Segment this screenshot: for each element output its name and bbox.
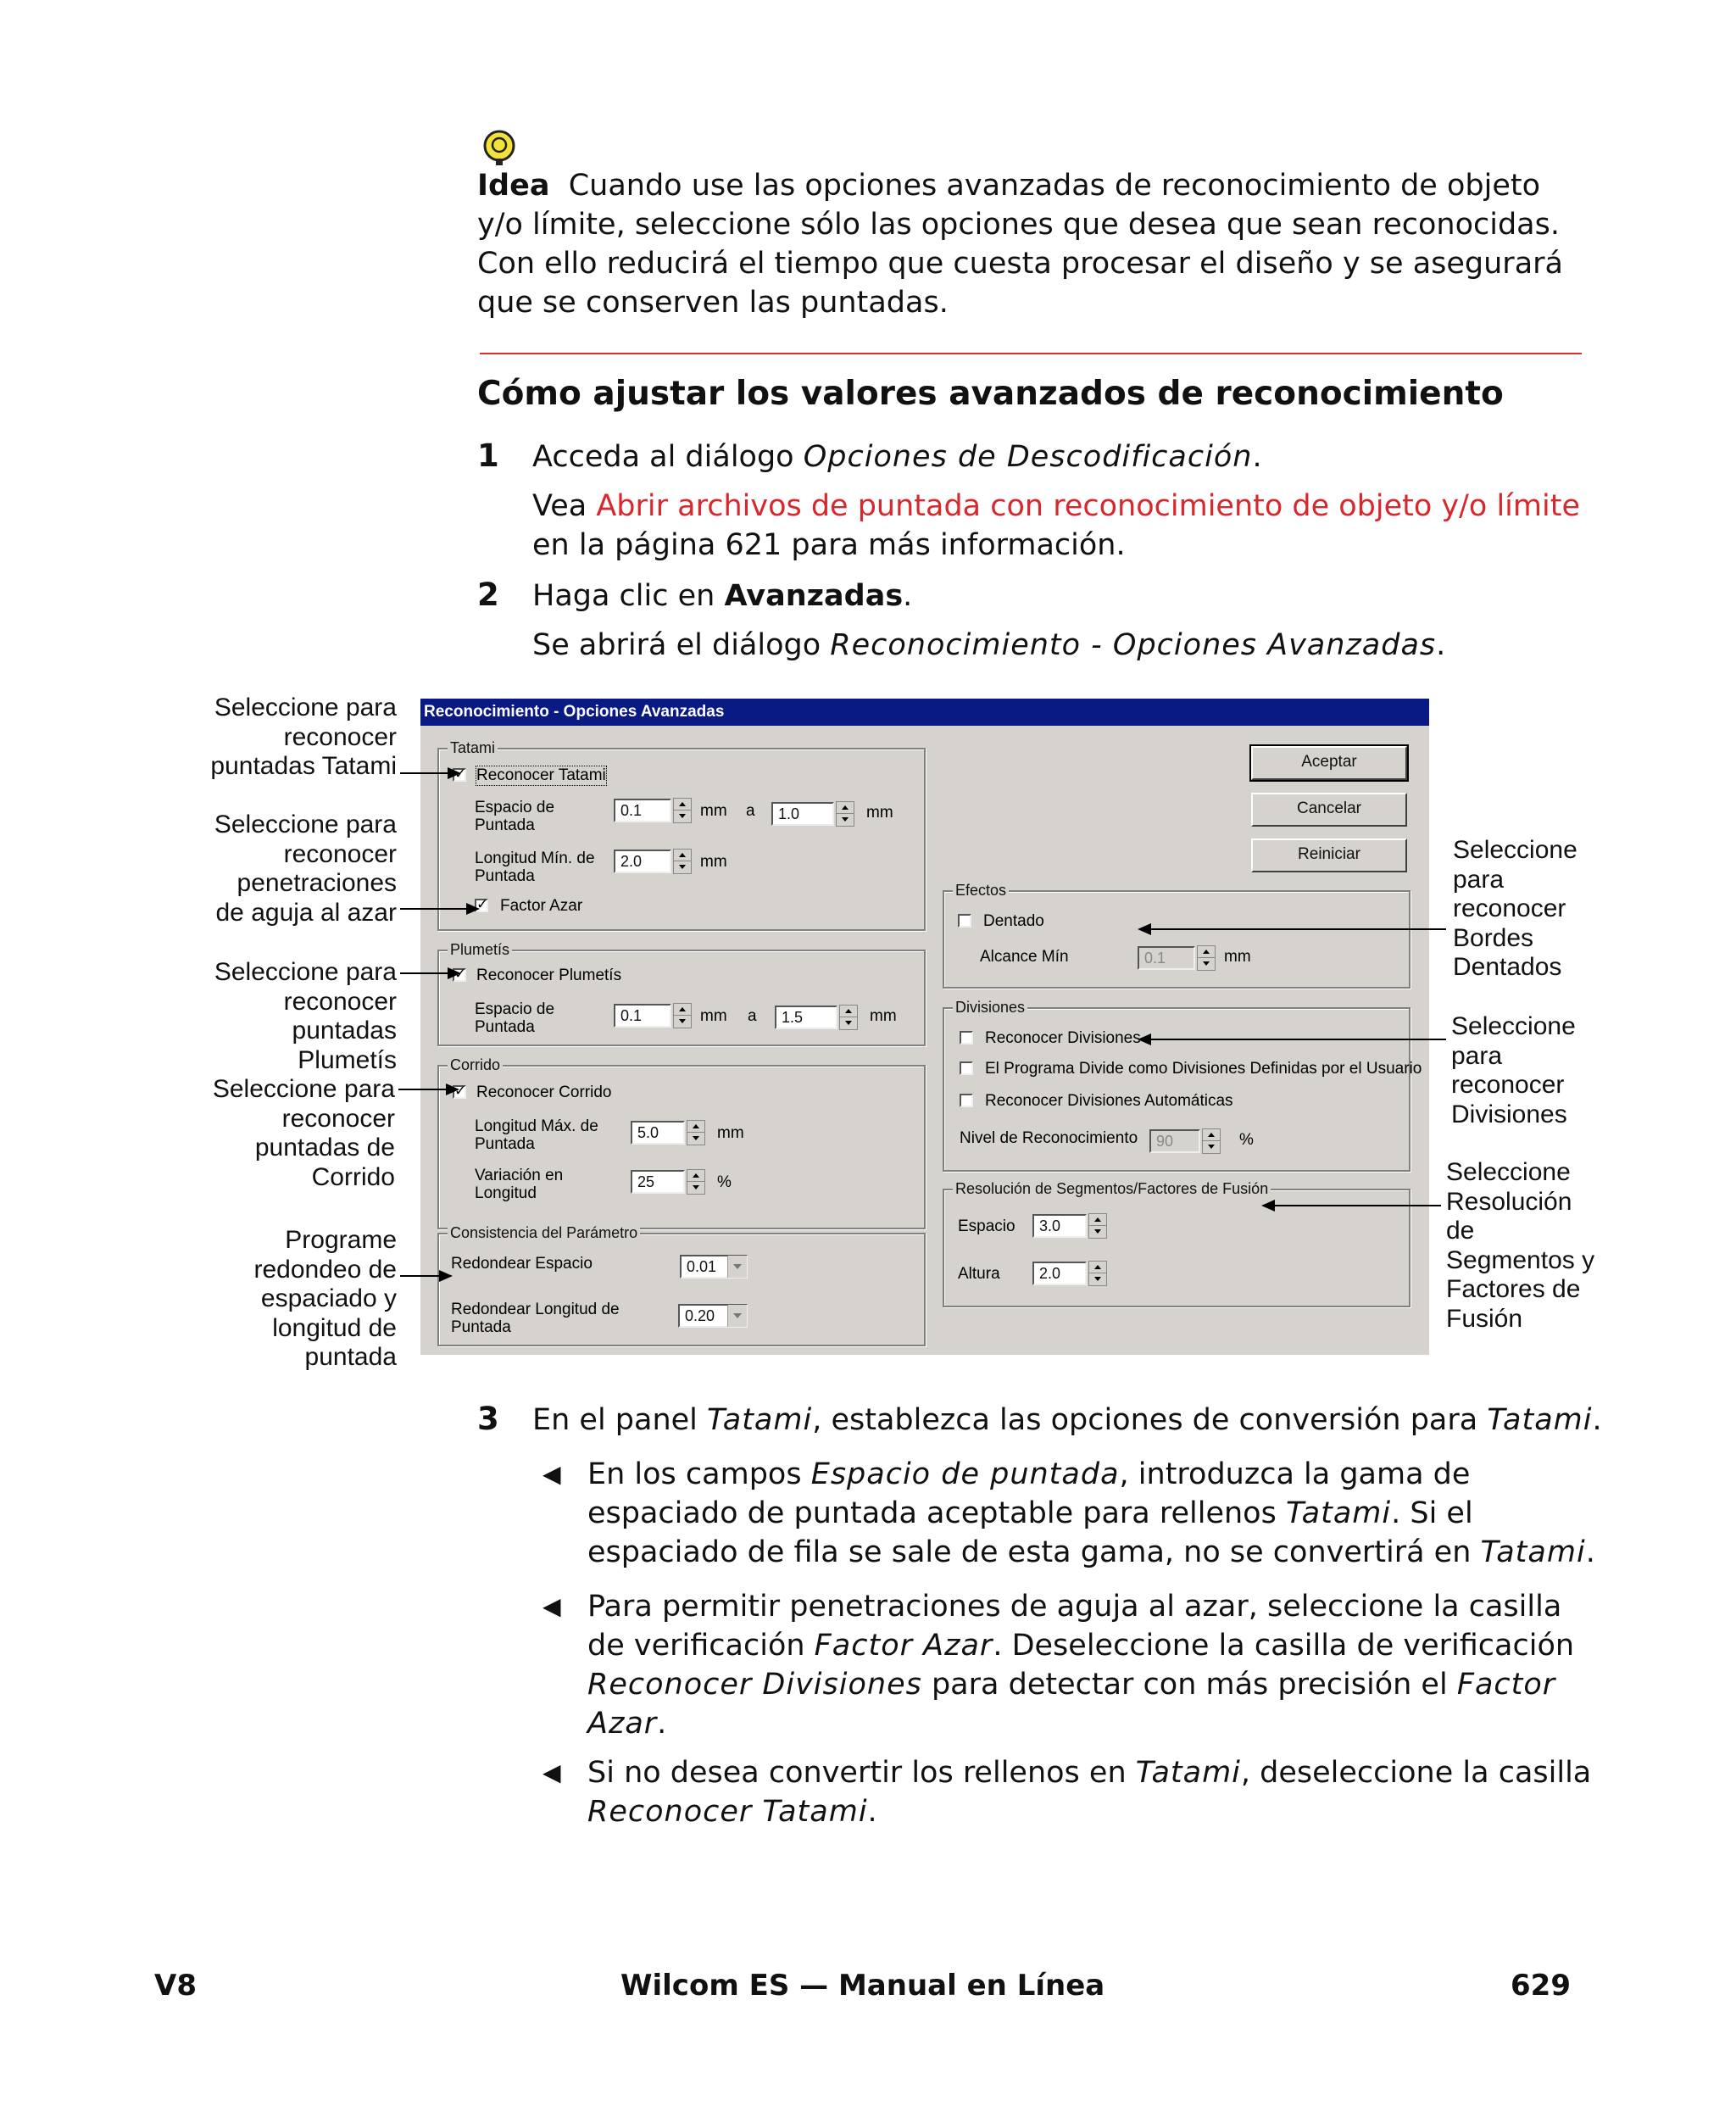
automatic-divisions-checkbox[interactable] — [960, 1094, 973, 1107]
min-reach-spinner[interactable] — [1197, 945, 1216, 971]
recognize-tatami-label: Reconocer Tatami — [476, 766, 606, 784]
plumetis-spacing-max-input[interactable]: 1.5 — [775, 1006, 837, 1029]
recognition-level-label: Nivel de Reconocimiento — [960, 1129, 1138, 1147]
annotation-jagged: Seleccione para reconocer Bordes Dentados — [1453, 836, 1577, 981]
bullet-arrow-icon: ◀ — [542, 1758, 561, 1786]
corrido-max-length-input[interactable]: 5.0 — [631, 1121, 685, 1145]
tatami-group-title: Tatami — [448, 738, 498, 757]
recognize-divisions-label: Reconocer Divisiones — [985, 1029, 1141, 1047]
jagged-checkbox[interactable] — [958, 914, 971, 928]
recognize-plumetis-label: Reconocer Plumetís — [476, 967, 622, 984]
annotation-divisions: Seleccione para reconocer Divisiones — [1451, 1012, 1576, 1128]
unit-mm: mm — [700, 853, 727, 871]
bullet-arrow-icon: ◀ — [542, 1592, 561, 1620]
range-separator: a — [748, 1007, 757, 1025]
unit-mm: mm — [700, 802, 727, 820]
pointer-arrow — [398, 1089, 458, 1090]
recognize-corrido-label: Reconocer Corrido — [476, 1084, 612, 1101]
footer-version: V8 — [154, 1969, 197, 2003]
pointer-arrow — [400, 1275, 451, 1277]
effects-group-title: Efectos — [953, 881, 1009, 900]
pointer-arrow — [1263, 1205, 1441, 1206]
step-1-text: Acceda al diálogo Opciones de Descodificación. — [532, 440, 1262, 474]
bullet-item: Para permitir penetraciones de aguja al azar, seleccione la casilla de verificación Factor Azar. Deseleccione la casilla de verificación Reconocer Divisiones para detectar con más precisión el Factor Azar. — [587, 1590, 1575, 1741]
resolution-height-spinner[interactable] — [1088, 1261, 1107, 1286]
chevron-down-icon[interactable] — [727, 1305, 747, 1327]
pointer-arrow — [1139, 1039, 1446, 1040]
bullet-arrow-icon: ◀ — [542, 1460, 561, 1488]
divider — [480, 353, 1582, 354]
corrido-variation-spinner[interactable] — [687, 1169, 705, 1195]
annotation-plumetis: Seleccione para reconocer puntadas Plumetís — [214, 958, 397, 1074]
min-reach-input[interactable]: 0.1 — [1138, 946, 1195, 970]
pointer-arrow — [1139, 928, 1446, 930]
recognition-level-spinner[interactable] — [1202, 1128, 1221, 1154]
advanced-options-dialog — [420, 699, 1429, 1355]
reset-button[interactable]: Reiniciar — [1251, 838, 1407, 872]
corrido-variation-input[interactable]: 25 — [631, 1170, 685, 1194]
pointer-arrow — [400, 772, 459, 774]
tatami-spacing-min-spinner[interactable] — [673, 798, 692, 823]
round-length-label: Redondear Longitud de Puntada — [451, 1301, 620, 1336]
resolution-height-input[interactable]: 2.0 — [1032, 1262, 1087, 1285]
pointer-arrow — [400, 972, 459, 974]
tatami-min-length-spinner[interactable] — [673, 849, 692, 874]
consistency-group-title: Consistencia del Parámetro — [448, 1223, 640, 1242]
plumetis-spacing-min-spinner[interactable] — [673, 1003, 692, 1028]
user-defined-divisions-label: El Programa Divide como Divisiones Definidas por el Usuario — [985, 1060, 1422, 1078]
corrido-group-title: Corrido — [448, 1056, 503, 1074]
ok-button[interactable]: Aceptar — [1251, 746, 1407, 780]
range-separator: a — [746, 802, 755, 820]
bullet-item: Si no desea convertir los rellenos en Tatami, deseleccione la casilla Reconocer Tatami. — [587, 1756, 1592, 1829]
step-1-reference: Vea Abrir archivos de puntada con reconocimiento de objeto y/o límite en la página 621 para más información. — [532, 489, 1580, 562]
tatami-min-length-label: Longitud Mín. de Puntada — [475, 850, 595, 885]
effects-group — [943, 882, 1410, 989]
tip-text: Cuando use las opciones avanzadas de reconocimiento de objeto y/o límite, seleccione sólo las opciones que desea que sean reconocidas. Con ello reducirá el tiempo que cuesta procesar el diseño y se asegurará que se conserven las puntadas. — [477, 169, 1563, 320]
annotation-rounding: Programe redondeo de espaciado y longitud de puntada — [253, 1226, 397, 1371]
unit-mm: mm — [866, 804, 893, 822]
recognize-divisions-checkbox[interactable] — [960, 1031, 973, 1045]
resolution-group-title: Resolución de Segmentos/Factores de Fusión — [953, 1179, 1271, 1198]
resolution-spacing-input[interactable]: 3.0 — [1032, 1214, 1087, 1238]
min-reach-label: Alcance Mín — [980, 948, 1069, 966]
tatami-spacing-label: Espacio de Puntada — [475, 799, 555, 834]
chevron-down-icon[interactable] — [727, 1256, 747, 1278]
round-length-select[interactable]: 0.20 — [678, 1304, 748, 1328]
corrido-variation-label: Variación en Longitud — [475, 1167, 564, 1202]
pointer-arrow — [400, 908, 478, 910]
plumetis-spacing-max-spinner[interactable] — [839, 1005, 858, 1030]
plumetis-spacing-label: Espacio de Puntada — [475, 1000, 555, 1036]
resolution-spacing-spinner[interactable] — [1088, 1213, 1107, 1239]
annotation-random: Seleccione para reconocer penetraciones de aguja al azar — [214, 811, 397, 927]
step-number: 1 — [477, 437, 499, 474]
corrido-max-length-label: Longitud Máx. de Puntada — [475, 1117, 598, 1153]
plumetis-group-title: Plumetís — [448, 940, 512, 959]
random-factor-label: Factor Azar — [500, 897, 583, 915]
unit-percent: % — [717, 1173, 732, 1191]
page-number: 629 — [1511, 1969, 1571, 2003]
annotation-tatami: Seleccione para reconocer puntadas Tatami — [210, 694, 397, 780]
resolution-height-label: Altura — [958, 1265, 1000, 1283]
unit-percent: % — [1239, 1131, 1254, 1149]
tatami-spacing-min-input[interactable]: 0.1 — [614, 799, 671, 822]
step-number: 2 — [477, 577, 499, 613]
plumetis-spacing-min-input[interactable]: 0.1 — [614, 1004, 671, 1028]
unit-mm: mm — [717, 1124, 744, 1142]
unit-mm: mm — [1224, 948, 1251, 966]
footer-title: Wilcom ES — Manual en Línea — [620, 1969, 1105, 2003]
step-number: 3 — [477, 1401, 499, 1437]
tip-paragraph — [477, 166, 1588, 322]
round-spacing-label: Redondear Espacio — [451, 1255, 593, 1273]
divisions-group-title: Divisiones — [953, 998, 1027, 1017]
annotation-resolution: Seleccione Resolución de Segmentos y Factores de Fusión — [1446, 1158, 1595, 1333]
tatami-min-length-input[interactable]: 2.0 — [614, 850, 671, 873]
lightbulb-icon — [480, 129, 519, 168]
jagged-label: Dentado — [983, 912, 1044, 930]
bullet-item: En los campos Espacio de puntada, introduzca la gama de espaciado de puntada aceptable para rellenos Tatami. Si el espaciado de fila se sale de esta gama, no se convertirá en Tatami. — [587, 1457, 1595, 1569]
cancel-button[interactable]: Cancelar — [1251, 793, 1407, 827]
recognition-level-input[interactable]: 90 — [1149, 1129, 1200, 1153]
resolution-group — [943, 1180, 1410, 1307]
tip-label: Idea — [477, 169, 550, 203]
section-heading: Cómo ajustar los valores avanzados de reconocimiento — [477, 375, 1504, 413]
round-spacing-select[interactable]: 0.01 — [680, 1255, 748, 1279]
dialog-title: Reconocimiento - Opciones Avanzadas — [420, 699, 1429, 726]
cross-reference-link[interactable]: Abrir archivos de puntada con reconocimiento de objeto y/o límite — [596, 489, 1580, 523]
corrido-max-length-spinner[interactable] — [687, 1120, 705, 1145]
unit-mm: mm — [870, 1007, 897, 1025]
tatami-spacing-max-spinner[interactable] — [836, 801, 854, 827]
step-2-text: Haga clic en Avanzadas. — [532, 579, 913, 613]
resolution-spacing-label: Espacio — [958, 1217, 1015, 1235]
automatic-divisions-label: Reconocer Divisiones Automáticas — [985, 1092, 1233, 1110]
tatami-spacing-max-input[interactable]: 1.0 — [771, 802, 834, 826]
unit-mm: mm — [700, 1007, 727, 1025]
step-3-text: En el panel Tatami, establezca las opciones de conversión para Tatami. — [532, 1403, 1602, 1437]
step-2-result: Se abrirá el diálogo Reconocimiento - Opciones Avanzadas. — [532, 628, 1446, 662]
user-defined-divisions-checkbox[interactable] — [960, 1061, 973, 1075]
annotation-corrido: Seleccione para reconocer puntadas de Corrido — [212, 1075, 395, 1191]
